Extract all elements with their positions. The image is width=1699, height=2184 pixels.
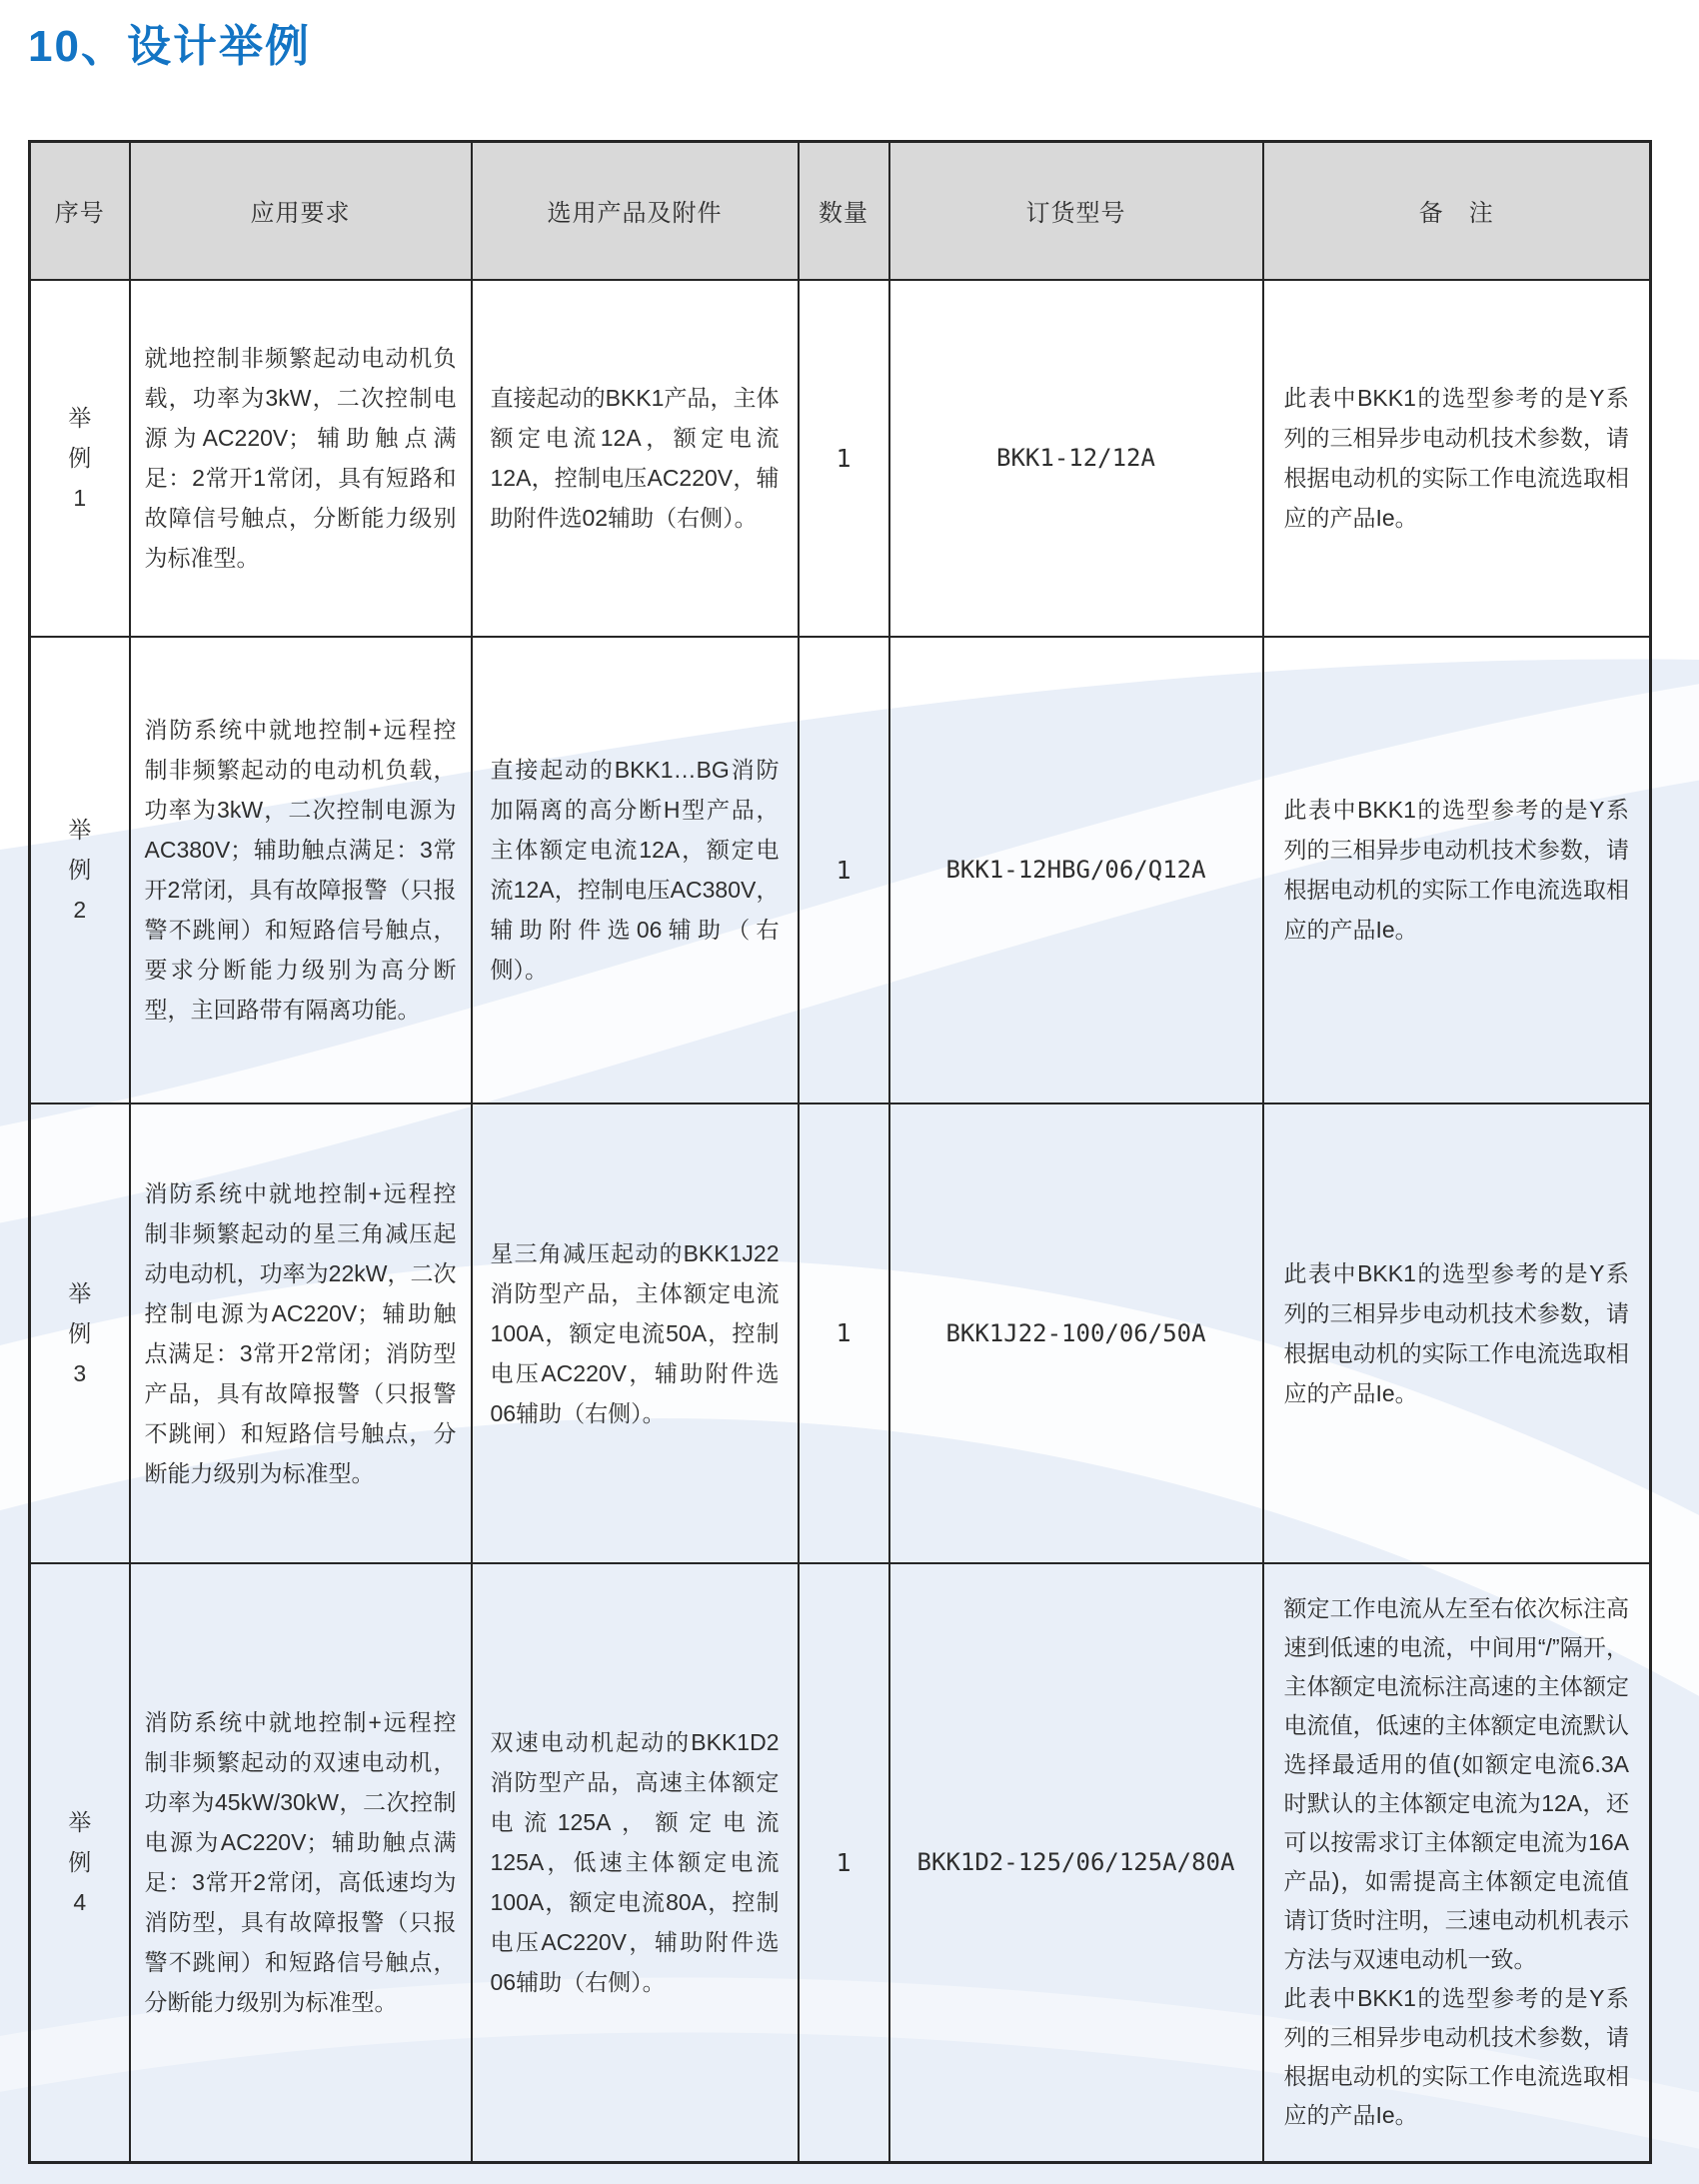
design-examples-table [28, 140, 1652, 2164]
col-header-seq: 序号 [30, 142, 130, 280]
table-row-example-2 [30, 637, 1651, 1103]
table-row-example-4 [30, 1563, 1651, 2163]
selected-product: 直接起动的BKK1…BG消防加隔离的高分断H型产品，主体额定电流12A，额定电流12A，控制电压AC380V，辅助附件选06辅助（右侧）。 [490, 757, 780, 983]
application-requirement: 就地控制非频繁起动电动机负载，功率为3kW，二次控制电源为AC220V；辅助触点满足：2常开1常闭，具有短路和故障信号触点，分断能力级别为标准型。 [144, 345, 457, 571]
application-requirement: 消防系统中就地控制+远程控制非频繁起动的电动机负载，功率为3kW，二次控制电源为AC380V；辅助触点满足：3常开2常闭，具有故障报警（只报警不跳闸）和短路信号触点，要求分断能力级别为高分断型，主回路带有隔离功能。 [144, 717, 457, 1023]
remark: 此表中BKK1的选型参考的是Y系列的三相异步电动机技术参数，请根据电动机的实际工作电流选取相应的产品Ie。 [1283, 797, 1629, 943]
quantity: 1 [799, 637, 889, 1103]
row-seq-label: 举例4 [68, 1809, 92, 1916]
remark: 此表中BKK1的选型参考的是Y系列的三相异步电动机技术参数，请根据电动机的实际工作电流选取相应的产品Ie。 [1283, 1259, 1629, 1406]
order-model: BKK1-12HBG/06/Q12A [889, 637, 1263, 1103]
col-header-model: 订货型号 [889, 142, 1263, 280]
quantity: 1 [799, 1563, 889, 2163]
selected-product: 星三角减压起动的BKK1J22消防型产品，主体额定电流100A，额定电流50A，控制电压AC220V，辅助附件选06辅助（右侧）。 [490, 1239, 780, 1426]
page-title: 10、设计举例 [28, 22, 311, 71]
table-header-row [30, 142, 1651, 280]
application-requirement: 消防系统中就地控制+远程控制非频繁起动的星三角减压起动电动机，功率为22kW，二次控制电源为AC220V；辅助触点满足：3常开2常闭；消防型产品，具有故障报警（只报警不跳闸）和短路信号触点，分断能力级别为标准型。 [144, 1179, 457, 1486]
selected-product: 双速电动机起动的BKK1D2消防型产品，高速主体额定电流125A，额定电流125A，低速主体额定电流100A，额定电流80A，控制电压AC220V，辅助附件选06辅助（右侧）。 [490, 1729, 780, 1996]
selected-product: 直接起动的BKK1产品，主体额定电流12A，额定电流12A，控制电压AC220V，辅助附件选02辅助（右侧）。 [490, 385, 780, 531]
quantity: 1 [799, 280, 889, 637]
order-model: BKK1-12/12A [889, 280, 1263, 637]
remark-paragraph-2: 此表中BKK1的选型参考的是Y系列的三相异步电动机技术参数，请根据电动机的实际工作电流选取相应的产品Ie。 [1283, 1985, 1629, 2129]
row-seq-label: 举例2 [68, 817, 92, 923]
order-model: BKK1J22-100/06/50A [889, 1103, 1263, 1563]
table-row-example-1 [30, 280, 1651, 637]
row-seq-label: 举例3 [68, 1279, 92, 1386]
col-header-application: 应用要求 [130, 142, 472, 280]
table-row-example-3 [30, 1103, 1651, 1563]
row-seq-label: 举例1 [68, 405, 92, 511]
remark: 此表中BKK1的选型参考的是Y系列的三相异步电动机技术参数，请根据电动机的实际工作电流选取相应的产品Ie。 [1283, 385, 1629, 531]
order-model: BKK1D2-125/06/125A/80A [889, 1563, 1263, 2163]
remark-paragraph-1: 额定工作电流从左至右依次标注高速到低速的电流，中间用“/”隔开，主体额定电流标注高速的主体额定电流值，低速的主体额定电流默认选择最适用的值(如额定电流6.3A时默认的主体额定电流为12A，还可以按需求订主体额定电流为16A产品)，如需提高主体额定电流值请订货时注明，三速电动机机表示方法与双速电动机一致。 [1283, 1595, 1629, 1973]
col-header-product: 选用产品及附件 [472, 142, 799, 280]
col-header-quantity: 数量 [799, 142, 889, 280]
quantity: 1 [799, 1103, 889, 1563]
col-header-remark: 备 注 [1263, 142, 1651, 280]
application-requirement: 消防系统中就地控制+远程控制非频繁起动的双速电动机，功率为45kW/30kW，二次控制电源为AC220V；辅助触点满足：3常开2常闭，高低速均为消防型，具有故障报警（只报警不跳闸）和短路信号触点，分断能力级别为标准型。 [144, 1709, 457, 2016]
